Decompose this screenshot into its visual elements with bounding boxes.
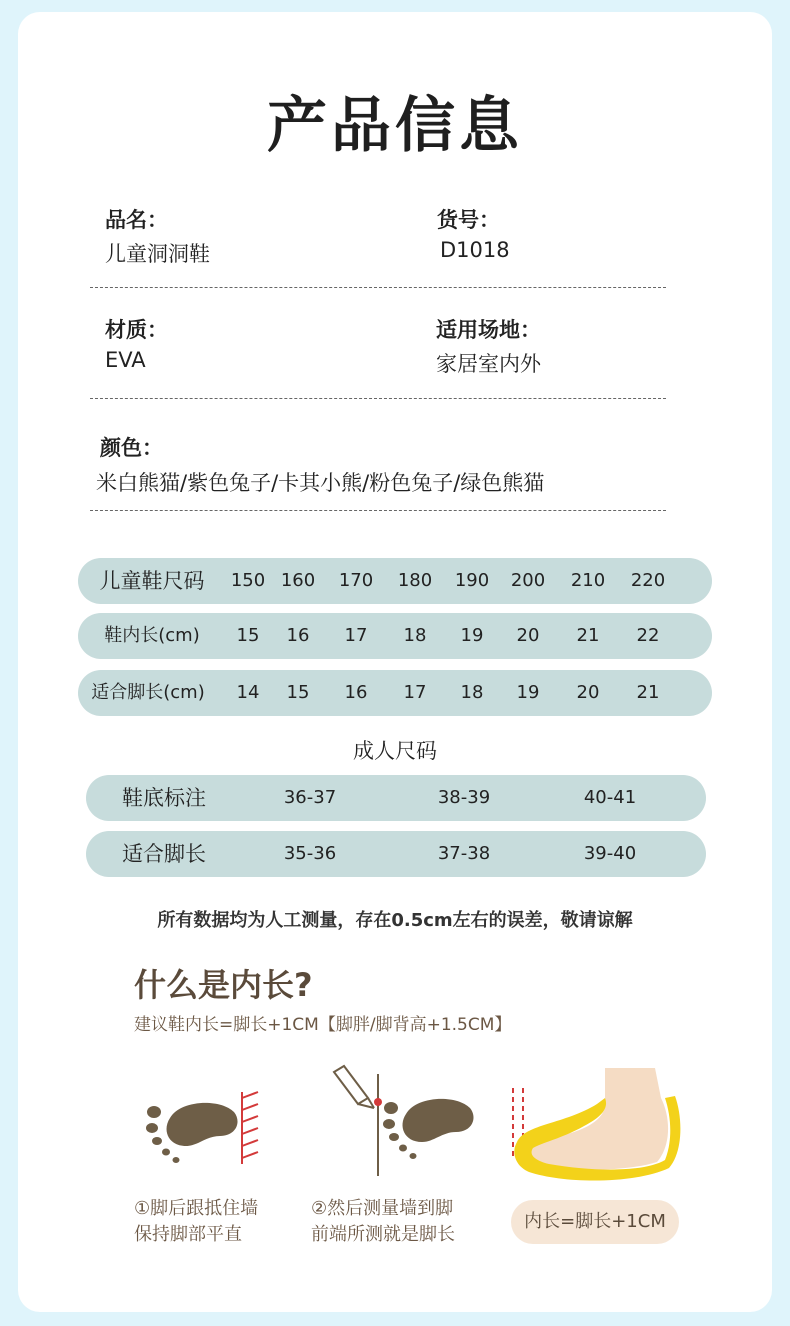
divider [90,287,666,288]
measure-foot-illustration [328,1064,488,1180]
name-label: 品名： [105,208,168,232]
adult-sole-row [86,775,706,821]
color-value: 米白熊猫/紫色兔子/卡其小熊/粉色兔子/绿色熊猫 [96,471,545,495]
table-cell: 19 [516,682,540,703]
sku-label: 货号： [437,208,500,232]
guide-title: 什么是内长? [134,966,313,1004]
row-header: 儿童鞋尺码 [99,569,205,593]
venue-value: 家居室内外 [436,352,541,376]
table-cell: 20 [516,625,540,646]
result-badge: 内长=脚长+1CM [511,1200,679,1244]
footprint-icon [383,1099,474,1159]
table-cell: 37-38 [437,843,491,864]
table-cell: 20 [576,682,600,703]
measure-point-icon [374,1098,382,1106]
row-header: 鞋内长(cm) [104,625,200,646]
footprint-icon [146,1103,238,1163]
table-cell: 39-40 [583,843,637,864]
table-cell: 18 [460,682,484,703]
kids-size-row [78,558,712,604]
table-cell: 40-41 [583,787,637,808]
row-header: 适合脚长 [122,842,206,866]
table-cell: 150 [230,570,266,591]
wall-icon [242,1092,258,1164]
table-cell: 16 [344,682,368,703]
table-cell: 21 [576,625,600,646]
adult-size-title: 成人尺码 [353,739,437,763]
table-cell: 200 [510,570,546,591]
table-cell: 17 [403,682,427,703]
table-cell: 170 [338,570,374,591]
table-cell: 160 [280,570,316,591]
foot-length-row [78,670,712,716]
foot-icon [527,1068,668,1170]
table-cell: 180 [397,570,433,591]
table-cell: 21 [636,682,660,703]
step1-caption: ①脚后跟抵住墙 保持脚部平直 [134,1198,259,1245]
foot-against-wall-illustration [140,1090,270,1170]
table-cell: 38-39 [437,787,491,808]
table-cell: 15 [286,682,310,703]
pencil-icon [334,1066,374,1108]
table-cell: 35-36 [283,843,337,864]
table-cell: 220 [630,570,666,591]
material-value: EVA [105,348,146,372]
adult-foot-row [86,831,706,877]
sku-value: D1018 [440,238,510,262]
table-cell: 18 [403,625,427,646]
row-header: 鞋底标注 [122,786,206,810]
color-label: 颜色： [100,436,163,460]
name-value: 儿童洞洞鞋 [105,242,210,266]
table-cell: 190 [454,570,490,591]
table-cell: 16 [286,625,310,646]
guide-subtitle: 建议鞋内长=脚长+1CM【脚胖/脚背高+1.5CM】 [134,1015,512,1035]
table-cell: 19 [460,625,484,646]
measurement-note: 所有数据均为人工测量，存在0.5cm左右的误差，敬请谅解 [157,910,633,931]
venue-label: 适用场地： [436,318,541,342]
table-cell: 14 [236,682,260,703]
foot-in-shoe-illustration [505,1068,685,1186]
inner-length-row [78,613,712,659]
table-cell: 17 [344,625,368,646]
row-header: 适合脚长(cm) [91,682,205,703]
divider [90,510,666,511]
table-cell: 36-37 [283,787,337,808]
page-title: 产品信息 [267,91,523,161]
table-cell: 15 [236,625,260,646]
divider [90,398,666,399]
step2-caption: ②然后测量墙到脚 前端所测就是脚长 [311,1198,455,1245]
table-cell: 22 [636,625,660,646]
table-cell: 210 [570,570,606,591]
material-label: 材质： [105,318,168,342]
